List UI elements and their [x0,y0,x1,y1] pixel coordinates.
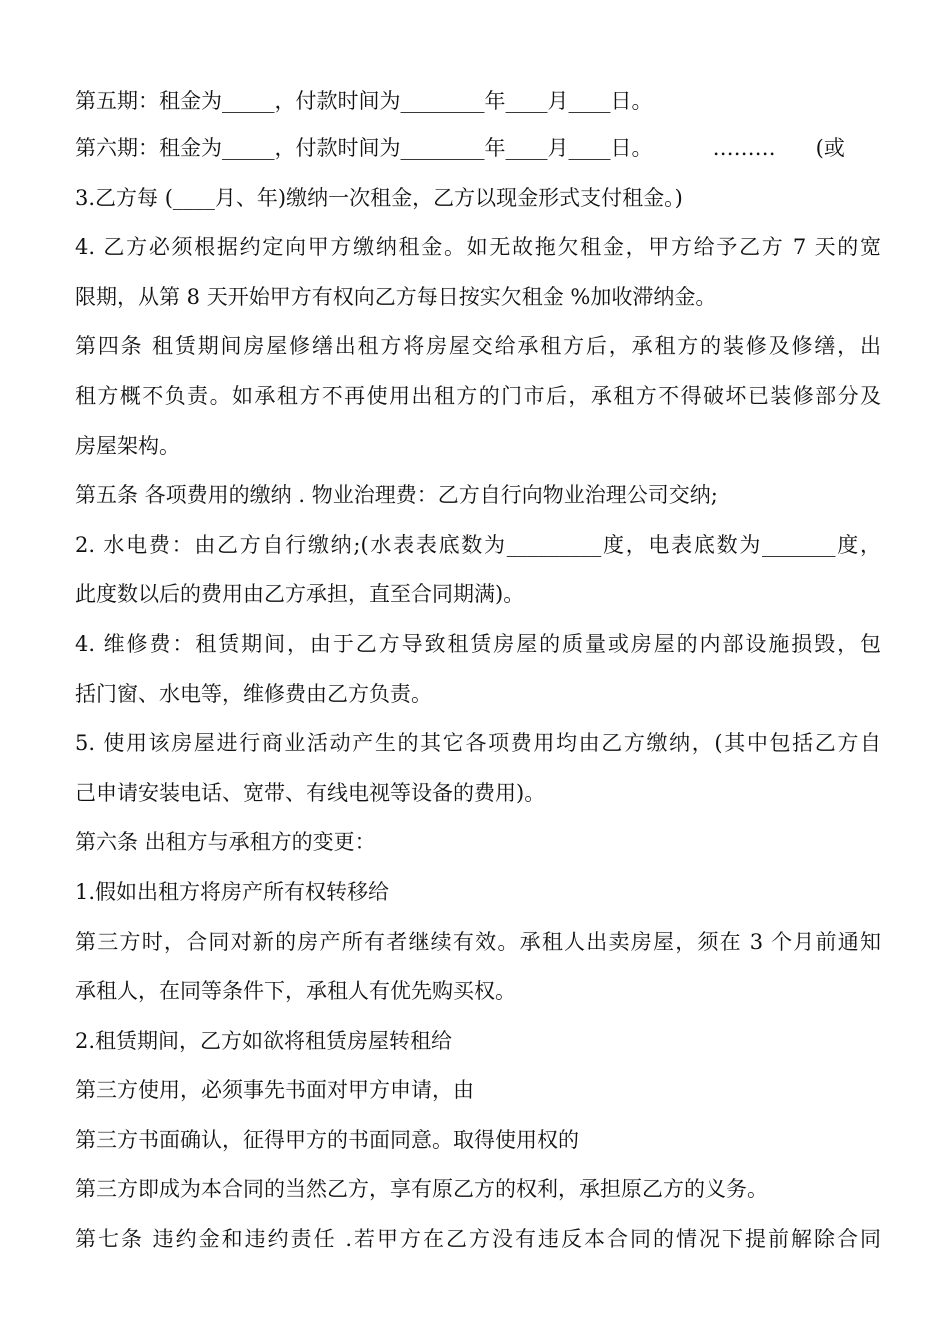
text-line: 4. 维修费：租赁期间，由于乙方导致租赁房屋的质量或房屋的内部设施损毁，包 [75,631,881,656]
text-line: 第六条 出租方与承租方的变更： [75,830,376,855]
text-line: 括门窗、水电等，维修费由乙方负责。 [75,681,432,706]
text-line: 5. 使用该房屋进行商业活动产生的其它各项费用均由乙方缴纳，(其中包括乙方自 [75,731,881,756]
text-line: 第三方即成为本合同的当然乙方，享有原乙方的权利，承担原乙方的义务。 [75,1177,768,1202]
text-line: 此度数以后的费用由乙方承担，直至合同期满)。 [75,582,525,607]
text-line: 第五条 各项费用的缴纳 . 物业治理费：乙方自行向物业治理公司交纳; [75,483,718,508]
text-line: 第六期：租金为_____，付款时间为________年____月____日。 ……… (或 [75,136,845,160]
text-line: 租方概不负责。如承租方不再使用出租方的门市后，承租方不得破坏已装修部分及 [75,383,881,408]
text-line: 3.乙方每 (____月、年)缴纳一次租金，乙方以现金形式支付租金。) [75,185,683,210]
text-line: 第五期：租金为_____，付款时间为________年____月____日。 [75,89,653,113]
text-line: 限期，从第 8 天开始甲方有权向乙方每日按实欠租金 %加收滞纳金。 [75,284,717,309]
text-line: 第四条 租赁期间房屋修缮出租方将房屋交给承租方后，承租方的装修及修缮，出 [75,334,881,359]
text-line: 1.假如出租方将房产所有权转移给 [75,879,390,904]
text-line: 第三方时，合同对新的房产所有者继续有效。承租人出卖房屋，须在 3 个月前通知 [75,929,881,954]
text-line: 承租人，在同等条件下，承租人有优先购买权。 [75,979,516,1004]
text-line: 第七条 违约金和违约责任 .若甲方在乙方没有违反本合同的情况下提前解除合同 [75,1227,881,1252]
text-line: 2. 水电费：由乙方自行缴纳;(水表表底数为_________度，电表底数为_______度， [75,532,881,557]
text-line: 第三方书面确认，征得甲方的书面同意。取得使用权的 [75,1127,579,1152]
text-line: 4. 乙方必须根据约定向甲方缴纳租金。如无故拖欠租金，甲方给予乙方 7 天的宽 [75,235,881,260]
text-line: 2.租赁期间，乙方如欲将租赁房屋转租给 [75,1028,453,1053]
text-line: 房屋架构。 [75,433,180,458]
text-line: 己申请安装电话、宽带、有线电视等设备的费用)。 [75,780,546,805]
document-body [75,78,881,1265]
text-line: 第三方使用，必须事先书面对甲方申请，由 [75,1078,474,1103]
